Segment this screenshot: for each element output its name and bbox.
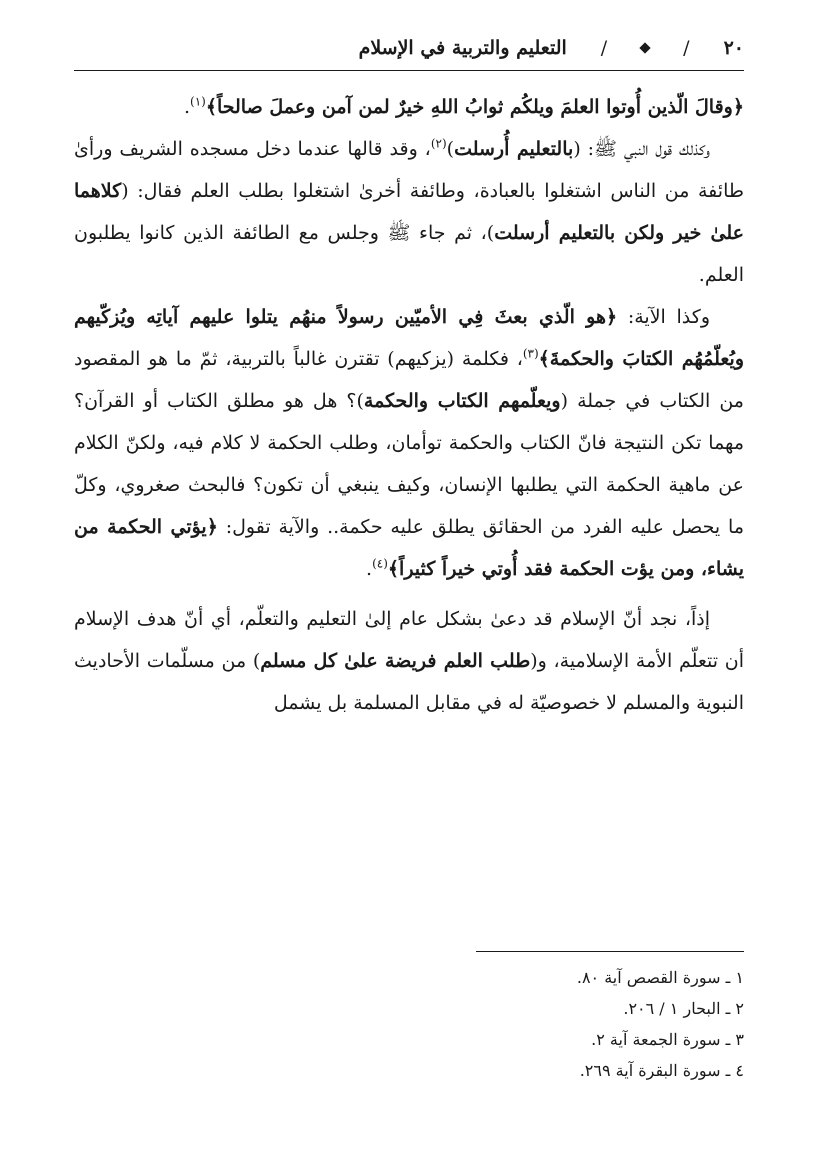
paragraph-2 [74,128,744,296]
quran-phrase: ويعلّمهم الكتاب والحكمة [363,390,561,412]
hadith-quote-2: كلاهما علىٰ خير ولكن بالتعليم أرسلت [74,180,744,244]
quran-verse-3: ﴿يؤتي الحكمة من يشاء، ومن يؤت الحكمة فقد أُوتي خيراً كثيراً﴾ [74,516,744,580]
footnote-4: ٤ ـ سورة البقرة آية ٢٦٩. [579,1061,744,1080]
footnote-ref-1: (١) [190,94,206,109]
hadith-quote-3: طلب العلم فريضة علىٰ كل مسلم [260,650,531,672]
footnote-ref-4: (٤) [372,556,388,571]
header-separator-1: / [683,37,690,59]
quran-verse-2: ﴿هو الّذي بعثَ فِي الأميّين رسولاً منهُم يتلوا عليهم آياتِه ويُزكّيهم ويُعلّمُهُم الكتابَ والحكمةَ﴾ [74,306,745,370]
quran-verse-1: وقالَ الّذين أُوتوا العلمَ ويلكُم ثوابُ اللهِ خيرٌ لمن آمن وعملَ صالحاً [216,96,733,118]
text-run: ، فكلمة (يزكيهم) تقترن غالباً بالتربية، ثمّ ما هو المقصود من الكتاب في جملة ( [74,348,744,412]
text-run: ، وقد قالها عندما دخل مسجده الشريف ورأىٰ طائفة من الناس اشتغلوا بالعبادة، وطائفة أخرىٰ اشتغلوا بطلب العلم فقال: ( [74,138,744,202]
period: . [183,96,190,118]
footnote-ref-2: (٢) [430,136,447,151]
page-body [74,86,744,724]
footnotes [400,962,744,1086]
text-run: وكذلك قول النبي ﷺ: ( [573,138,710,160]
text-run: ) [446,138,455,160]
text-run: )، ثم جاء ﷺ وجلس مع الطائفة الذين كانوا يطلبون العلم. [74,222,744,286]
hadith-quote-1: بالتعليم أُرسلت [454,138,574,160]
header-divider [74,70,744,71]
diamond-ornament-icon [640,42,651,53]
footnote-1: ١ ـ سورة القصص آية ٨٠. [576,968,744,987]
text-run: إذاً، نجد أنّ الإسلام قد دعىٰ بشكل عام إلىٰ التعليم والتعلّم، أي أنّ هدف الإسلام أن تتعلّم الأمة الإسلامية، و( [74,608,744,672]
quote-close: ﴾ [205,96,217,118]
footnote-2: ٢ ـ البحار ١ / ٢٠٦. [623,999,744,1018]
period: . [366,558,373,580]
footnote-ref-3: (٣) [522,346,539,361]
running-header [74,28,744,68]
quote-open: ﴿ [732,96,744,118]
paragraph-1 [74,86,744,128]
text-run: وكذا الآية: [617,306,710,328]
footnote-divider [476,951,744,952]
text-run: ) من مسلّمات الأحاديث النبوية والمسلم لا خصوصيّة له في مقابل المسلمة بل يشمل [74,650,744,714]
header-separator-2: / [600,37,608,59]
book-title: التعليم والتربية في الإسلام [358,37,567,59]
paragraph-4 [74,598,744,724]
page-number: ٢٠ [723,37,744,59]
text-run: )؟ هل هو مطلق الكتاب أو القرآن؟ مهما تكن النتيجة فانّ الكتاب والحكمة توأمان، وطلب الحكمة لا كلام فيه، ولكنّ الكلام عن ماهية الحكمة التي يطلبها الإنسان، وكيف ينبغي أن تكون؟ فالبحث صغروي، وكلّ ما يحصل عليه الفرد من الحقائق يطلق عليه حكمة.. والآية تقول: [74,390,744,538]
paragraph-3 [74,296,744,590]
footnote-3: ٣ ـ سورة الجمعة آية ٢. [591,1030,744,1049]
